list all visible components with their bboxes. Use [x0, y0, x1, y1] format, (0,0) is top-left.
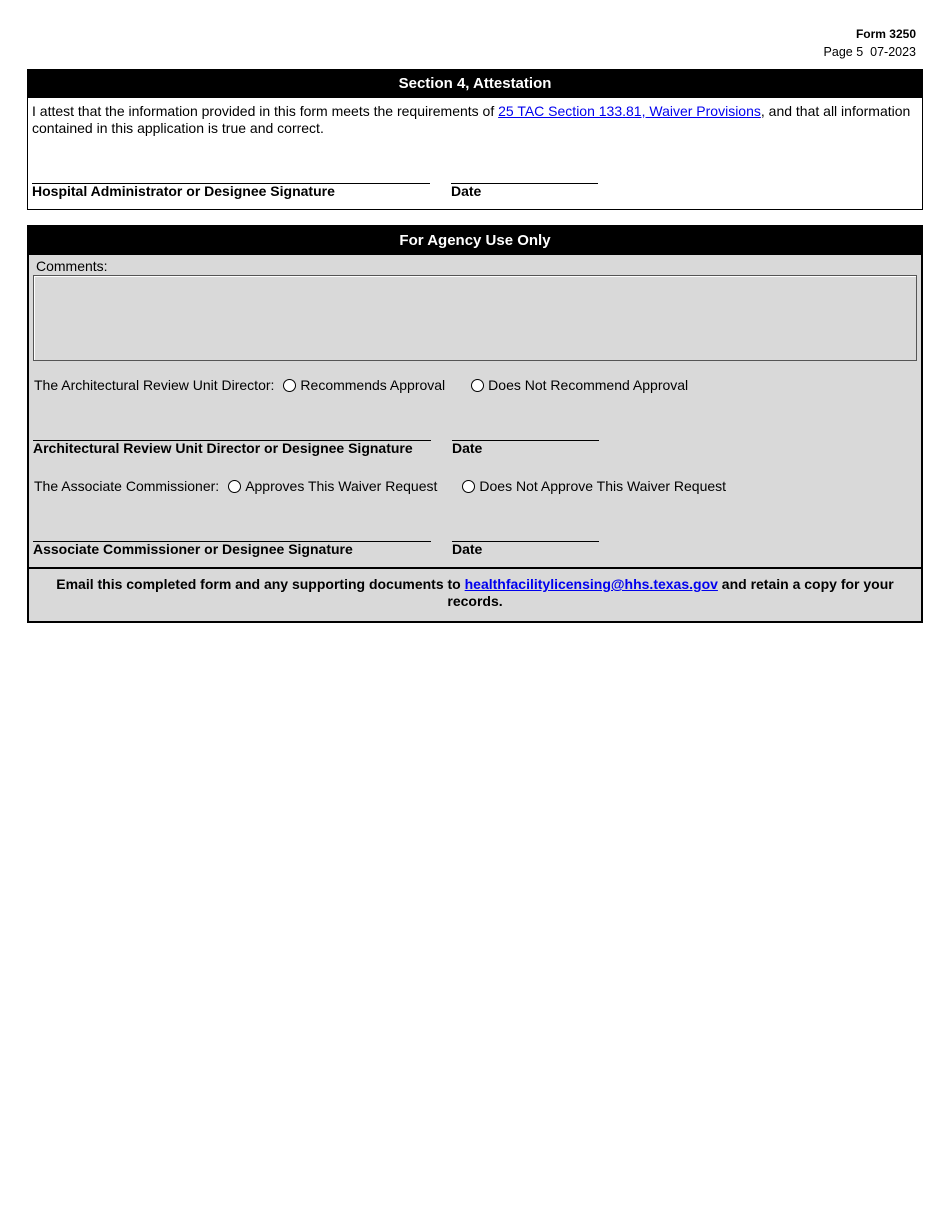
agency-title: For Agency Use Only	[29, 227, 921, 255]
section-agency-use	[27, 225, 923, 623]
attestation-statement	[32, 103, 916, 137]
revision-date: 07-2023	[870, 45, 916, 59]
aru-signature-label: Architectural Review Unit Director or Designee Signature	[33, 440, 413, 456]
ac-signature-label: Associate Commissioner or Designee Signature	[33, 541, 353, 557]
ac-approves-radio[interactable]	[228, 480, 241, 493]
ac-decision-row	[34, 478, 726, 494]
page-info	[824, 45, 916, 59]
section-attestation	[27, 69, 923, 210]
aru-recommends-radio[interactable]	[283, 379, 296, 392]
aru-decision-row	[34, 377, 688, 393]
aru-prompt: The Architectural Review Unit Director:	[34, 377, 275, 393]
email-link[interactable]: healthfacilitylicensing@hhs.texas.gov	[464, 576, 718, 592]
ac-date-label: Date	[452, 541, 483, 557]
ac-approves-label: Approves This Waiver Request	[245, 478, 438, 494]
ac-not-approve-label: Does Not Approve This Waiver Request	[479, 478, 727, 494]
aru-not-recommend-label: Does Not Recommend Approval	[488, 377, 689, 393]
tac-rule-link[interactable]: 25 TAC Section 133.81, Waiver Provisions	[498, 103, 761, 119]
comments-input[interactable]	[33, 275, 917, 361]
ac-prompt: The Associate Commissioner:	[34, 478, 220, 494]
email-prefix: Email this completed form and any supporting documents to	[56, 576, 465, 592]
footer-divider	[29, 567, 921, 569]
attestation-suffix: , and that all information contained in this application is true and correct.	[32, 103, 911, 136]
admin-signature-label: Hospital Administrator or Designee Signature	[32, 183, 335, 199]
aru-not-recommend-radio[interactable]	[471, 379, 484, 392]
page-number: Page 5	[823, 45, 864, 59]
email-suffix: and retain a copy for your records.	[447, 576, 894, 609]
aru-date-label: Date	[452, 440, 483, 456]
comments-label: Comments:	[36, 258, 108, 274]
aru-recommends-label: Recommends Approval	[300, 377, 446, 393]
section-attestation-title: Section 4, Attestation	[28, 70, 922, 98]
ac-not-approve-radio[interactable]	[462, 480, 475, 493]
email-instructions	[49, 576, 901, 610]
admin-date-label: Date	[451, 183, 482, 199]
attestation-prefix: I attest that the information provided in this form meets the requirements of	[32, 103, 499, 119]
form-number: Form 3250	[855, 27, 916, 41]
